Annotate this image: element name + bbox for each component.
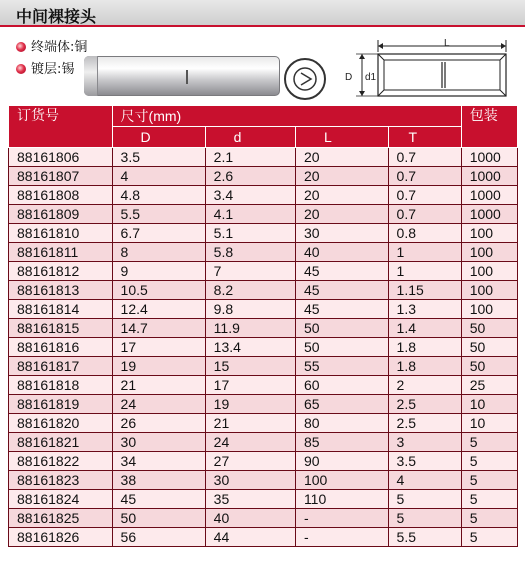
table-body xyxy=(9,148,518,547)
header-d: d xyxy=(205,127,295,148)
cell-order-no: 88161813 xyxy=(9,281,113,300)
cell-order-no: 88161822 xyxy=(9,452,113,471)
cell-D: 21 xyxy=(112,376,205,395)
cell-D: 12.4 xyxy=(112,300,205,319)
cell-package: 100 xyxy=(461,262,517,281)
table-row xyxy=(9,357,518,376)
cell-T: 3.5 xyxy=(388,452,461,471)
cell-L: 65 xyxy=(295,395,388,414)
spec-table xyxy=(8,105,518,547)
cell-D: 56 xyxy=(112,528,205,547)
cell-L: 45 xyxy=(295,262,388,281)
table-row xyxy=(9,224,518,243)
cell-d: 35 xyxy=(205,490,295,509)
cell-T: 1.3 xyxy=(388,300,461,319)
cell-package: 100 xyxy=(461,300,517,319)
cell-L: 20 xyxy=(295,205,388,224)
connector-photo xyxy=(84,56,280,96)
cell-order-no: 88161816 xyxy=(9,338,113,357)
table-row xyxy=(9,281,518,300)
cell-d: 27 xyxy=(205,452,295,471)
cell-d: 7 xyxy=(205,262,295,281)
cell-T: 0.7 xyxy=(388,205,461,224)
cell-package: 5 xyxy=(461,490,517,509)
cell-package: 10 xyxy=(461,414,517,433)
table-row xyxy=(9,452,518,471)
cell-L: 90 xyxy=(295,452,388,471)
cell-T: 0.7 xyxy=(388,148,461,167)
header-package: 包装 xyxy=(461,106,517,148)
table-row xyxy=(9,338,518,357)
cell-T: 2 xyxy=(388,376,461,395)
table-row xyxy=(9,490,518,509)
cell-order-no: 88161806 xyxy=(9,148,113,167)
header-size: 尺寸(mm) xyxy=(112,106,461,127)
table-row xyxy=(9,243,518,262)
cell-d: 2.6 xyxy=(205,167,295,186)
cell-d: 30 xyxy=(205,471,295,490)
cell-T: 2.5 xyxy=(388,414,461,433)
cell-order-no: 88161811 xyxy=(9,243,113,262)
cell-L: 20 xyxy=(295,148,388,167)
cell-D: 5.5 xyxy=(112,205,205,224)
inner-diameter-label: d1 xyxy=(365,72,377,83)
cell-L: 30 xyxy=(295,224,388,243)
cell-d: 9.8 xyxy=(205,300,295,319)
table-row xyxy=(9,395,518,414)
cell-T: 0.7 xyxy=(388,167,461,186)
cell-d: 5.8 xyxy=(205,243,295,262)
cell-d: 15 xyxy=(205,357,295,376)
header-order-no: 订货号 xyxy=(9,106,113,148)
cell-D: 10.5 xyxy=(112,281,205,300)
cell-L: 110 xyxy=(295,490,388,509)
cell-L: 45 xyxy=(295,300,388,319)
spec-plating: 镀层:锡 xyxy=(16,58,74,77)
cell-d: 44 xyxy=(205,528,295,547)
cell-order-no: 88161814 xyxy=(9,300,113,319)
cell-D: 3.5 xyxy=(112,148,205,167)
cell-order-no: 88161825 xyxy=(9,509,113,528)
cell-T: 1 xyxy=(388,243,461,262)
cell-D: 34 xyxy=(112,452,205,471)
cell-order-no: 88161809 xyxy=(9,205,113,224)
cell-package: 1000 xyxy=(461,205,517,224)
table-row xyxy=(9,167,518,186)
cell-D: 19 xyxy=(112,357,205,376)
table-row xyxy=(9,433,518,452)
cell-order-no: 88161819 xyxy=(9,395,113,414)
cell-d: 8.2 xyxy=(205,281,295,300)
cell-package: 5 xyxy=(461,433,517,452)
table-row xyxy=(9,376,518,395)
cell-L: 45 xyxy=(295,281,388,300)
cell-L: 55 xyxy=(295,357,388,376)
cell-L: - xyxy=(295,528,388,547)
outer-diameter-label: D xyxy=(345,72,353,83)
header-L: L xyxy=(295,127,388,148)
table-row xyxy=(9,471,518,490)
page-title: 中间裸接头 xyxy=(16,7,97,26)
cell-D: 24 xyxy=(112,395,205,414)
cell-order-no: 88161812 xyxy=(9,262,113,281)
connector-photo-mark xyxy=(186,70,188,84)
cell-D: 8 xyxy=(112,243,205,262)
cell-d: 19 xyxy=(205,395,295,414)
cell-d: 13.4 xyxy=(205,338,295,357)
cell-package: 50 xyxy=(461,319,517,338)
cell-package: 100 xyxy=(461,224,517,243)
cell-D: 4.8 xyxy=(112,186,205,205)
cell-package: 1000 xyxy=(461,186,517,205)
table-row xyxy=(9,319,518,338)
cell-L: 20 xyxy=(295,186,388,205)
cell-order-no: 88161820 xyxy=(9,414,113,433)
spec-label: 镀层 xyxy=(31,62,58,77)
cell-T: 5 xyxy=(388,490,461,509)
table-row xyxy=(9,528,518,547)
cell-d: 11.9 xyxy=(205,319,295,338)
cell-d: 4.1 xyxy=(205,205,295,224)
dimension-drawing xyxy=(340,36,515,102)
cell-L: 50 xyxy=(295,338,388,357)
cell-d: 3.4 xyxy=(205,186,295,205)
cell-package: 50 xyxy=(461,357,517,376)
cell-D: 30 xyxy=(112,433,205,452)
cell-order-no: 88161815 xyxy=(9,319,113,338)
cell-d: 5.1 xyxy=(205,224,295,243)
length-label: L xyxy=(444,38,450,49)
cell-L: 40 xyxy=(295,243,388,262)
bullet-icon xyxy=(16,64,26,74)
cell-T: 4 xyxy=(388,471,461,490)
table-row xyxy=(9,300,518,319)
cell-package: 25 xyxy=(461,376,517,395)
cell-D: 17 xyxy=(112,338,205,357)
cell-D: 26 xyxy=(112,414,205,433)
table-row xyxy=(9,186,518,205)
table-row xyxy=(9,262,518,281)
cell-D: 38 xyxy=(112,471,205,490)
cell-order-no: 88161810 xyxy=(9,224,113,243)
cell-L: 20 xyxy=(295,167,388,186)
cell-d: 21 xyxy=(205,414,295,433)
cell-T: 1.8 xyxy=(388,357,461,376)
cell-D: 45 xyxy=(112,490,205,509)
spec-value: 锡 xyxy=(61,62,75,77)
cell-T: 1.4 xyxy=(388,319,461,338)
spec-label: 终端体 xyxy=(31,40,71,55)
end-view-icon xyxy=(283,57,327,101)
cell-package: 50 xyxy=(461,338,517,357)
table-row xyxy=(9,148,518,167)
cell-order-no: 88161817 xyxy=(9,357,113,376)
cell-T: 5 xyxy=(388,509,461,528)
table-row xyxy=(9,414,518,433)
cell-package: 5 xyxy=(461,528,517,547)
cell-d: 40 xyxy=(205,509,295,528)
cell-package: 100 xyxy=(461,243,517,262)
header-T: T xyxy=(388,127,461,148)
table-header-row xyxy=(9,106,518,127)
cell-D: 14.7 xyxy=(112,319,205,338)
cell-L: 60 xyxy=(295,376,388,395)
cell-order-no: 88161818 xyxy=(9,376,113,395)
cell-order-no: 88161808 xyxy=(9,186,113,205)
spec-material: 终端体:铜 xyxy=(16,36,87,55)
connector-photo-end xyxy=(84,56,98,96)
cell-d: 17 xyxy=(205,376,295,395)
cell-T: 0.7 xyxy=(388,186,461,205)
cell-D: 9 xyxy=(112,262,205,281)
cell-L: 80 xyxy=(295,414,388,433)
bullet-icon xyxy=(16,42,26,52)
cell-package: 1000 xyxy=(461,167,517,186)
cell-D: 6.7 xyxy=(112,224,205,243)
cell-L: - xyxy=(295,509,388,528)
cell-D: 50 xyxy=(112,509,205,528)
cell-L: 100 xyxy=(295,471,388,490)
cell-L: 50 xyxy=(295,319,388,338)
cell-T: 2.5 xyxy=(388,395,461,414)
spec-value: 铜 xyxy=(74,40,88,55)
cell-order-no: 88161821 xyxy=(9,433,113,452)
cell-package: 5 xyxy=(461,471,517,490)
cell-order-no: 88161807 xyxy=(9,167,113,186)
cell-package: 10 xyxy=(461,395,517,414)
cell-T: 1.8 xyxy=(388,338,461,357)
cell-T: 3 xyxy=(388,433,461,452)
table-row xyxy=(9,205,518,224)
cell-T: 1.15 xyxy=(388,281,461,300)
cell-package: 100 xyxy=(461,281,517,300)
cell-package: 5 xyxy=(461,452,517,471)
cell-order-no: 88161823 xyxy=(9,471,113,490)
cell-D: 4 xyxy=(112,167,205,186)
table-row xyxy=(9,509,518,528)
cell-d: 24 xyxy=(205,433,295,452)
cell-L: 85 xyxy=(295,433,388,452)
cell-T: 0.8 xyxy=(388,224,461,243)
header-D: D xyxy=(112,127,205,148)
cell-T: 5.5 xyxy=(388,528,461,547)
title-bar xyxy=(0,0,525,27)
cell-package: 1000 xyxy=(461,148,517,167)
cell-order-no: 88161824 xyxy=(9,490,113,509)
cell-T: 1 xyxy=(388,262,461,281)
cell-order-no: 88161826 xyxy=(9,528,113,547)
cell-package: 5 xyxy=(461,509,517,528)
cell-d: 2.1 xyxy=(205,148,295,167)
